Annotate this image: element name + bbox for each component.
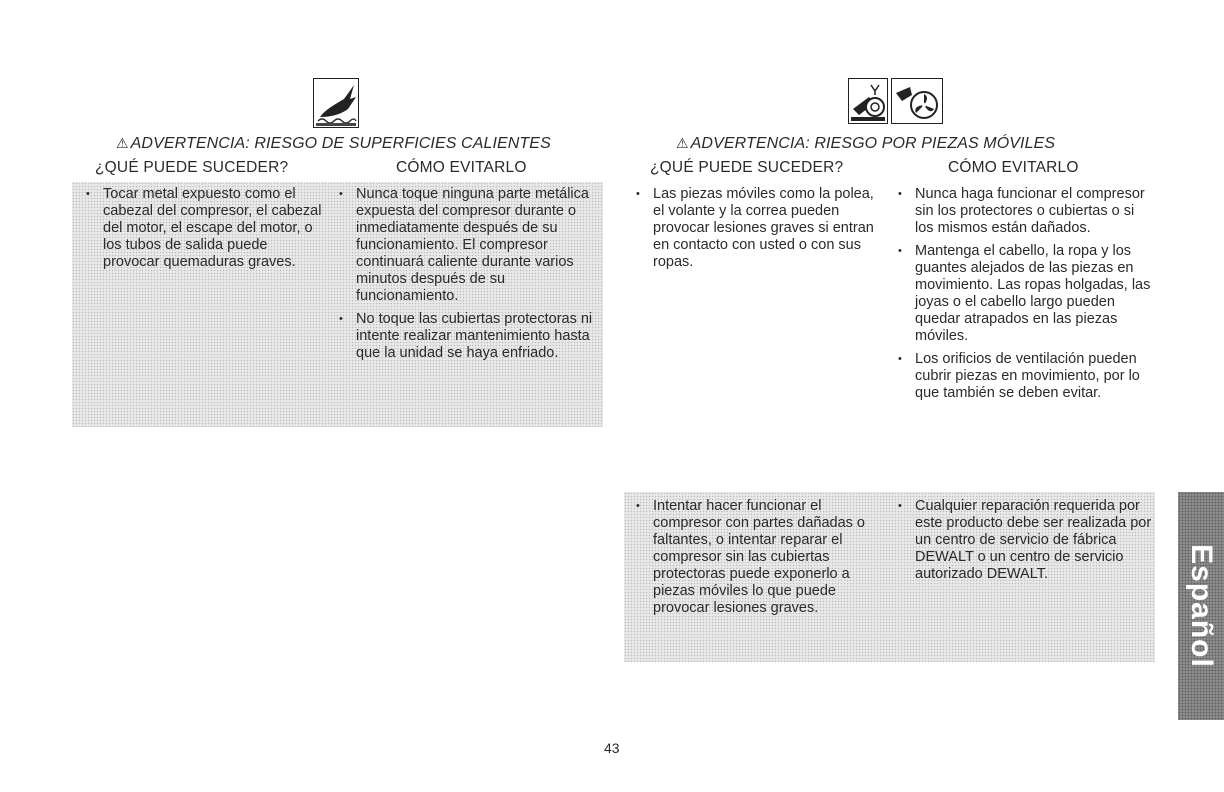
list-item: • Cualquier reparación requerida por este producto debe ser realizada por un centro de servicio de fábrica DEWALT o un centro de servicio autorizado DEWALT. bbox=[892, 498, 1154, 583]
hot-surfaces-happen-column bbox=[80, 186, 325, 277]
list-item: • Mantenga el cabello, la ropa y los guantes alejados de las piezas en movimiento. Las ropas holgadas, las joyas o el cabello largo pueden quedar atrapados en las piezas móviles. bbox=[892, 243, 1154, 345]
list-item: • No toque las cubiertas protectoras ni intente realizar mantenimiento hasta que la unidad se haya enfriado. bbox=[333, 311, 601, 362]
hot-surface-icon bbox=[313, 78, 359, 128]
list-item: • Intentar hacer funcionar el compresor con partes dañadas o faltantes, o intentar reparar el compresor sin las cubiertas protectoras puede exponerlo a piezas móviles lo que puede provocar lesiones graves. bbox=[630, 498, 880, 617]
hot-surfaces-heading: ⚠ ADVERTENCIA: RIESGO DE SUPERFICIES CALIENTES bbox=[116, 135, 551, 152]
list-item: • Nunca haga funcionar el compresor sin los protectores o cubiertas o si los mismos están dañados. bbox=[892, 186, 1154, 237]
list-item: • Las piezas móviles como la polea, el volante y la correa pueden provocar lesiones graves si entran en contacto con usted o con sus ropas. bbox=[630, 186, 878, 271]
list-item: • Los orificios de ventilación pueden cubrir piezas en movimiento, por lo que también se deben evitar. bbox=[892, 351, 1154, 402]
what-can-happen-label: ¿QUÉ PUEDE SUCEDER? bbox=[95, 159, 289, 176]
how-to-avoid-label: CÓMO EVITARLO bbox=[396, 159, 527, 176]
moving-parts-avoid-column-2 bbox=[892, 498, 1154, 589]
list-item: • Tocar metal expuesto como el cabezal del compresor, el cabezal del motor, el escape del motor, o los tubos de salida puede provocar quemaduras graves. bbox=[80, 186, 325, 271]
warning-icon: ⚠ bbox=[116, 135, 129, 151]
moving-parts-heading: ⚠ ADVERTENCIA: RIESGO POR PIEZAS MÓVILES bbox=[676, 135, 1056, 152]
moving-parts-avoid-column bbox=[892, 186, 1154, 408]
language-tab-label: Español bbox=[1185, 544, 1218, 668]
page-number: 43 bbox=[604, 740, 620, 756]
hot-surfaces-avoid-column bbox=[333, 186, 601, 368]
list-item: • Nunca toque ninguna parte metálica expuesta del compresor durante o inmediatamente después de su funcionamiento. El compresor continuará caliente durante varios minutos después de su funcionamiento. bbox=[333, 186, 601, 305]
what-can-happen-label: ¿QUÉ PUEDE SUCEDER? bbox=[650, 159, 844, 176]
language-side-tab bbox=[1178, 492, 1224, 720]
moving-parts-happen-column bbox=[630, 186, 878, 277]
pulley-guard-icon bbox=[848, 78, 888, 124]
fan-hazard-icon bbox=[891, 78, 943, 124]
warning-icon: ⚠ bbox=[676, 135, 689, 151]
how-to-avoid-label: CÓMO EVITARLO bbox=[948, 159, 1079, 176]
moving-parts-happen-column-2 bbox=[630, 498, 880, 623]
